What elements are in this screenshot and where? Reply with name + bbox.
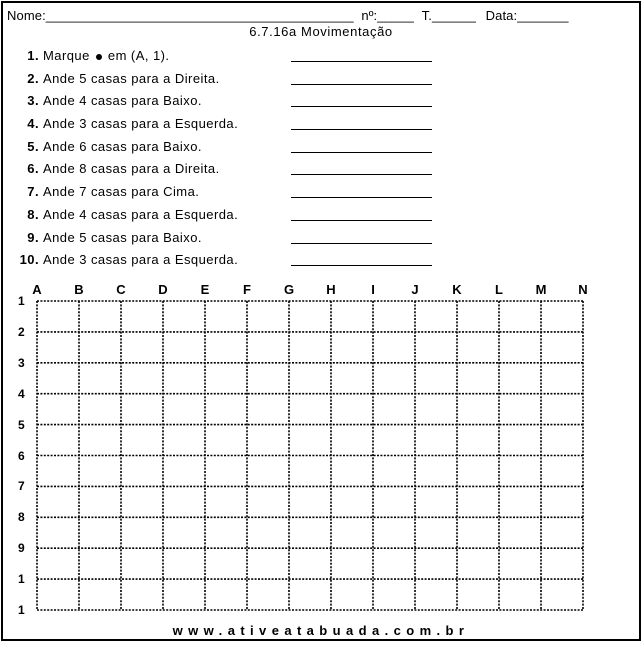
column-label: M <box>535 282 547 297</box>
instruction-item <box>13 70 443 93</box>
instruction-text: Ande 5 casas para Baixo. <box>43 229 202 245</box>
row-label: 4 <box>18 386 25 401</box>
instruction-item <box>13 115 443 138</box>
row-label: 8 <box>18 510 25 525</box>
answer-line[interactable] <box>291 174 432 175</box>
instruction-text: Ande 3 casas para a Esquerda. <box>43 252 239 268</box>
instruction-number: 3 . <box>13 92 39 110</box>
instruction-item <box>13 47 443 70</box>
date-field[interactable]: Data:_______ <box>485 8 569 23</box>
instruction-item <box>13 183 443 206</box>
instruction-text-before: Marque <box>43 48 90 63</box>
class-field[interactable]: T.______ <box>421 8 476 23</box>
footer-website: www.ativeatabuada.com.br <box>172 623 470 638</box>
instruction-number: 4 . <box>13 115 39 133</box>
column-label: N <box>578 282 588 297</box>
instruction-text-after: em (A, 1). <box>107 48 170 63</box>
instruction-number: 7 . <box>13 183 39 201</box>
instruction-number: 1 . <box>13 47 39 65</box>
row-label: 1 <box>18 603 25 617</box>
instruction-text: Ande 7 casas para Cima. <box>43 184 200 200</box>
column-label: K <box>452 282 462 297</box>
row-label: 7 <box>18 479 25 494</box>
instruction-item <box>13 160 443 183</box>
answer-line[interactable] <box>291 61 432 62</box>
column-label: D <box>158 282 168 297</box>
column-label: G <box>283 282 295 297</box>
instruction-number: 2 . <box>13 70 39 88</box>
number-field[interactable]: nº:_____ <box>361 8 414 23</box>
instruction-number: 6 . <box>13 160 39 178</box>
instruction-item <box>13 251 443 274</box>
column-label: I <box>371 282 375 297</box>
worksheet-title: 6.7.16a Movimentação <box>249 24 393 39</box>
instruction-number: 5 . <box>13 138 39 156</box>
row-label: 9 <box>18 541 25 556</box>
row-label: 2 <box>18 324 25 339</box>
worksheet-page <box>1 1 641 641</box>
column-label: L <box>495 282 503 297</box>
instruction-list <box>13 47 443 274</box>
answer-line[interactable] <box>291 106 432 107</box>
column-label: J <box>411 282 419 297</box>
instruction-number: 9 . <box>13 229 39 247</box>
filled-dot-icon <box>96 54 102 60</box>
column-label: F <box>243 282 251 297</box>
header-fields <box>7 7 635 25</box>
instruction-item <box>13 138 443 161</box>
instruction-text: Ande 5 casas para a Direita. <box>43 70 220 86</box>
name-field[interactable]: Nome:__________________________________________ <box>7 8 354 23</box>
instruction-text: Ande 8 casas para a Direita. <box>43 161 220 177</box>
instruction-number: 10 . <box>13 251 39 269</box>
column-label: A <box>32 282 42 297</box>
row-label: 3 <box>18 355 25 370</box>
instruction-number: 8 . <box>13 206 39 224</box>
answer-line[interactable] <box>291 265 432 266</box>
column-label: C <box>116 282 126 297</box>
instruction-text: Ande 4 casas para Baixo. <box>43 93 202 109</box>
column-label: H <box>326 282 336 297</box>
row-label: 1 <box>18 572 25 587</box>
instruction-text: Ande 4 casas para a Esquerda. <box>43 206 239 222</box>
row-label: 1 <box>18 294 25 308</box>
instruction-text: Ande 6 casas para Baixo. <box>43 138 202 154</box>
grid-lines <box>3 282 643 617</box>
column-label: B <box>74 282 84 297</box>
instruction-text: Ande 3 casas para a Esquerda. <box>43 116 239 132</box>
instruction-item <box>13 206 443 229</box>
instruction-item <box>13 229 443 252</box>
instruction-item <box>13 92 443 115</box>
row-label: 6 <box>18 448 25 463</box>
answer-line[interactable] <box>291 197 432 198</box>
answer-line[interactable] <box>291 243 432 244</box>
answer-line[interactable] <box>291 129 432 130</box>
column-label: E <box>200 282 210 297</box>
instruction-text <box>43 48 169 63</box>
row-label: 5 <box>18 417 25 432</box>
movement-grid <box>3 282 643 617</box>
answer-line[interactable] <box>291 152 432 153</box>
answer-line[interactable] <box>291 220 432 221</box>
answer-line[interactable] <box>291 84 432 85</box>
